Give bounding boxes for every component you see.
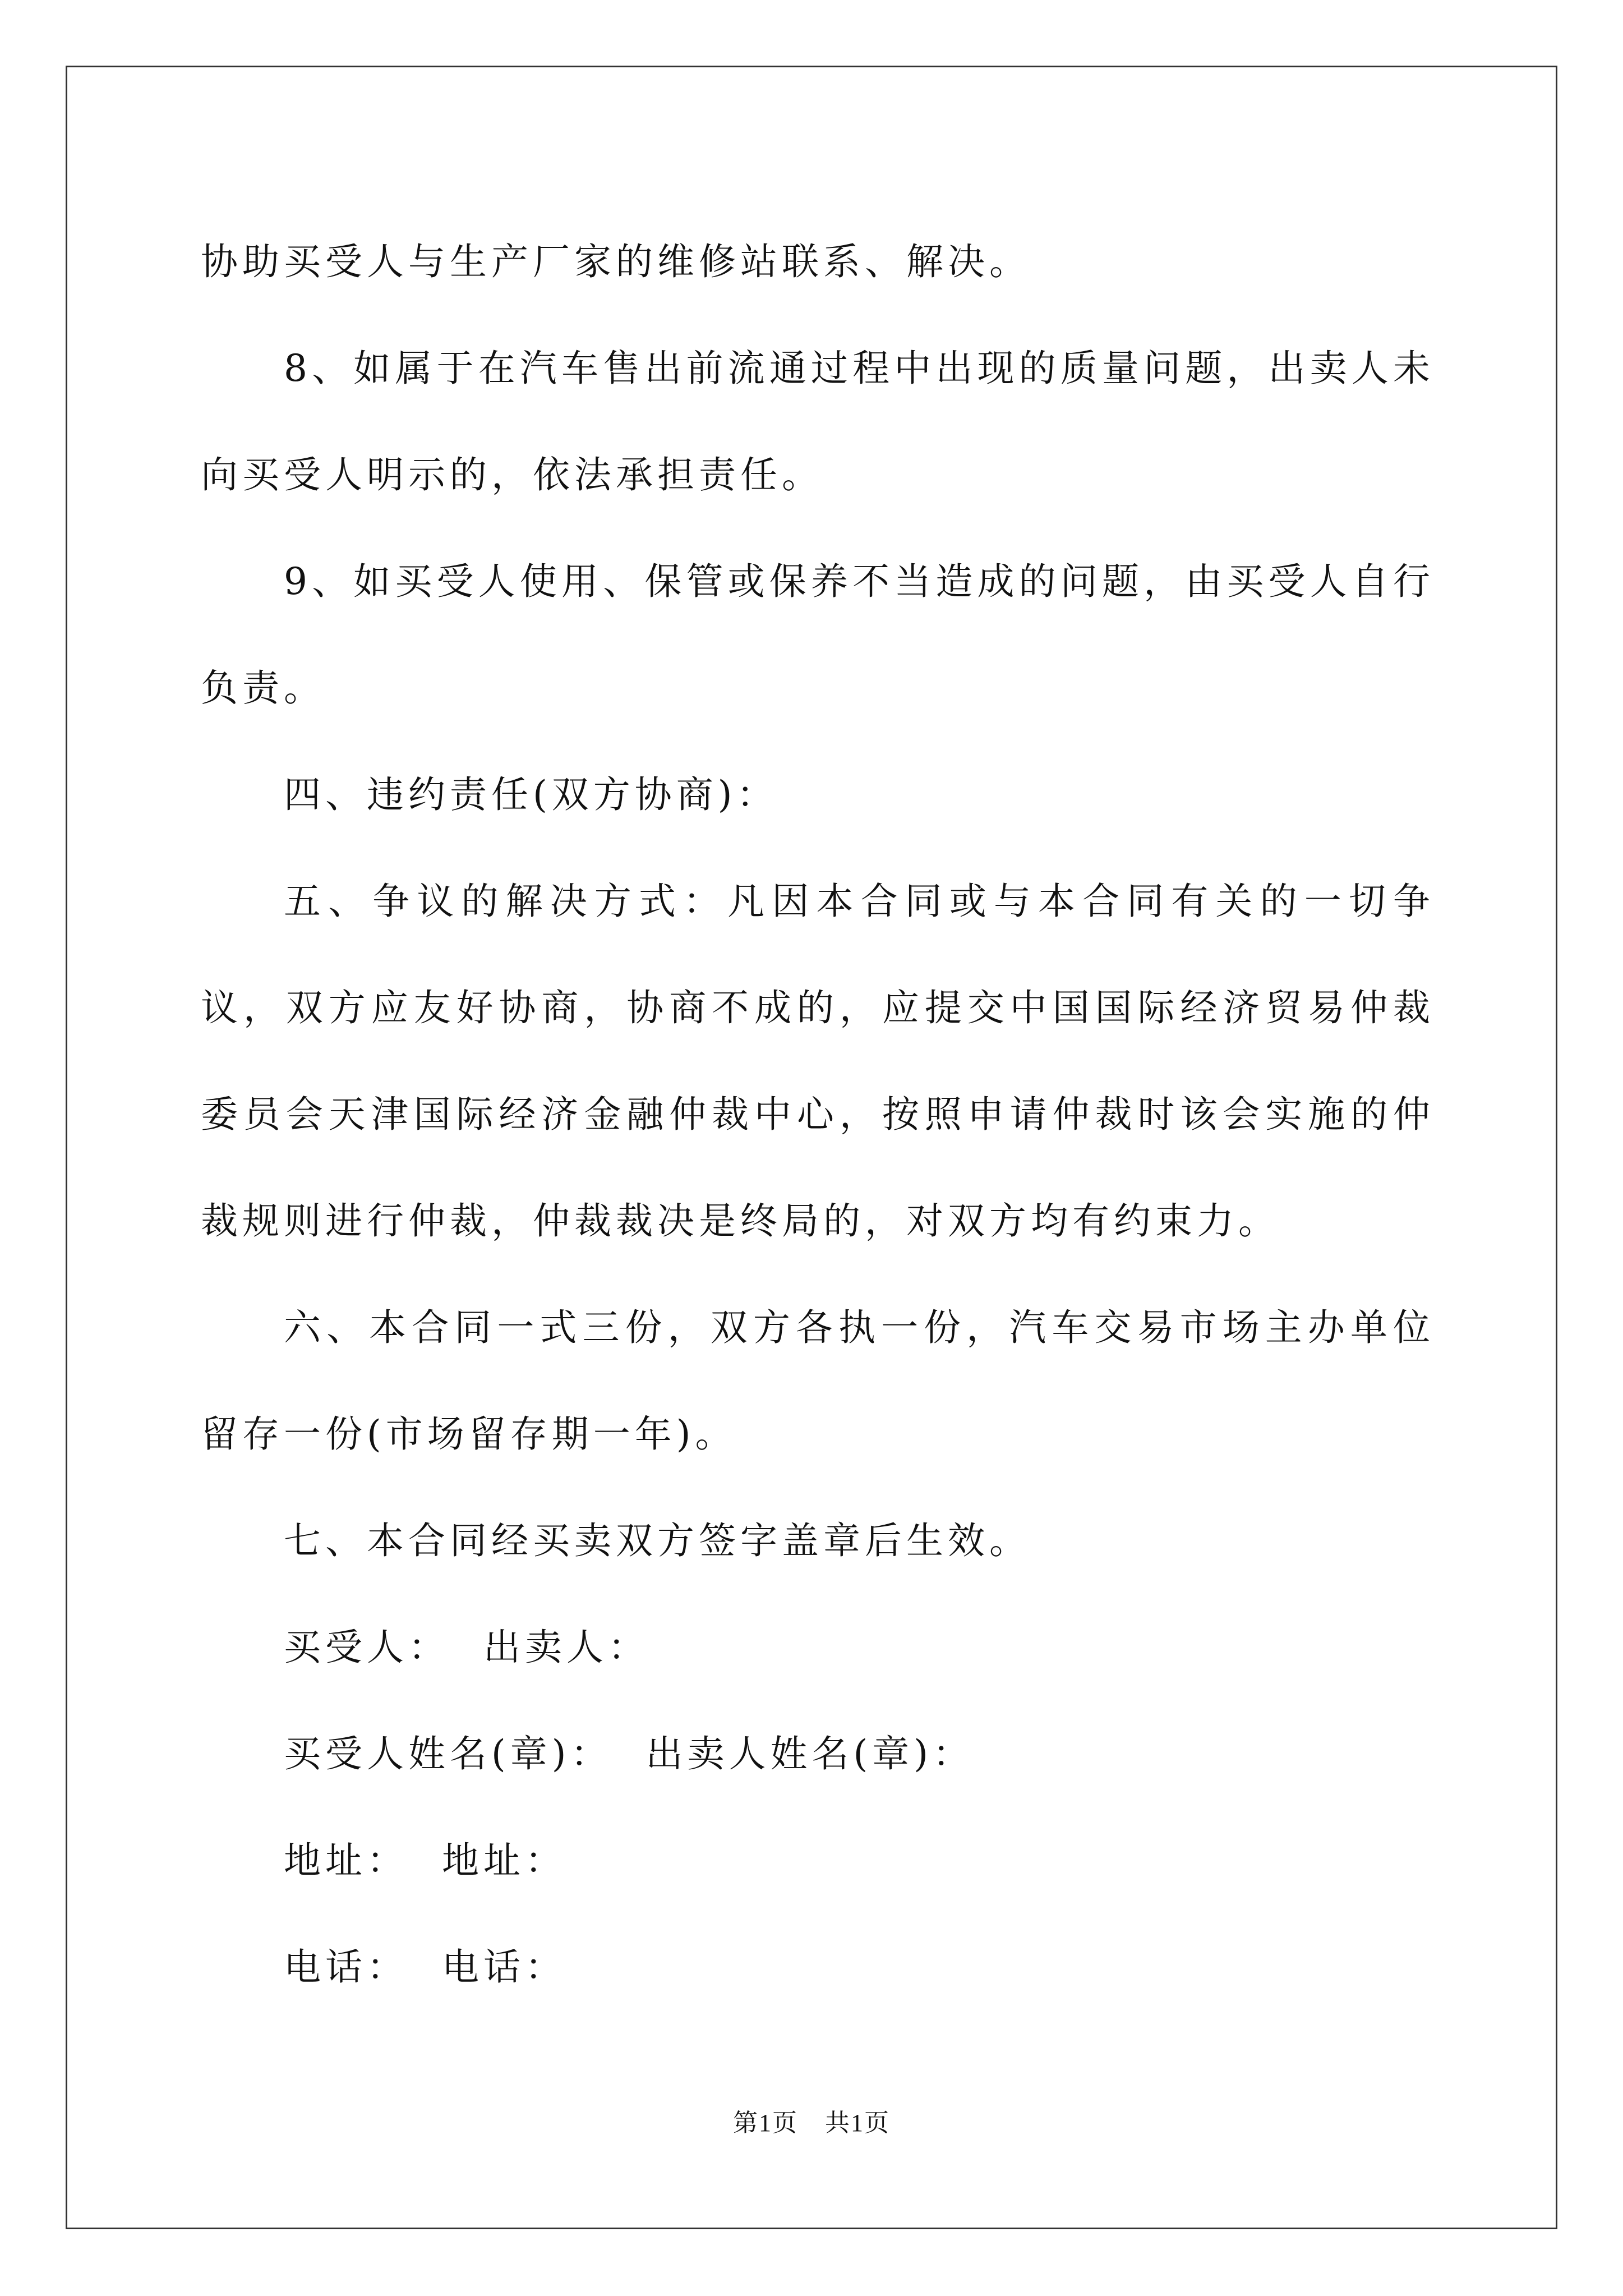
seller-name-label: 出卖人姓名(章)：: [645, 1732, 974, 1775]
paragraph-item-8: 8、如属于在汽车售出前流通过程中出现的质量问题，出卖人未向买受人明示的，依法承担责任。: [201, 347, 1435, 496]
document-body: [201, 209, 1435, 2021]
seller-phone-label: 电话：: [442, 1945, 566, 1989]
signature-row-phone: [201, 1914, 1435, 2021]
signature-row-names: [201, 1701, 1435, 1807]
seller-address-label: 地址：: [442, 1839, 566, 1882]
seller-label: 出卖人：: [483, 1626, 649, 1669]
page-footer: [0, 2102, 1623, 2138]
buyer-phone-label: 电话：: [284, 1945, 408, 1989]
signature-row-parties: [201, 1594, 1435, 1701]
signature-row-address: [201, 1807, 1435, 1914]
buyer-name-label: 买受人姓名(章)：: [284, 1732, 612, 1775]
buyer-label: 买受人：: [284, 1626, 450, 1669]
page-number: 第1页: [733, 2109, 798, 2137]
section-breach-liability: 四、违约责任(双方协商)：: [284, 773, 778, 816]
section-copies: 六、本合同一式三份，双方各执一份，汽车交易市场主办单位留存一份(市场留存期一年)。: [201, 1306, 1435, 1456]
paragraph-item-9: 9、如买受人使用、保管或保养不当造成的问题，由买受人自行负责。: [201, 560, 1435, 710]
section-effectiveness: 七、本合同经买卖双方签字盖章后生效。: [284, 1519, 1031, 1562]
paragraph-continuation: 协助买受人与生产厂家的维修站联系、解决。: [201, 240, 1031, 283]
page-total: 共1页: [825, 2109, 890, 2137]
buyer-address-label: 地址：: [284, 1839, 408, 1882]
section-dispute-resolution: 五、争议的解决方式：凡因本合同或与本合同有关的一切争议，双方应友好协商，协商不成的，应提交中国国际经济贸易仲裁委员会天津国际经济金融仲裁中心，按照申请仲裁时该会实施的仲裁规则进行仲裁，仲裁裁决是终局的，对双方均有约束力。: [201, 880, 1435, 1243]
